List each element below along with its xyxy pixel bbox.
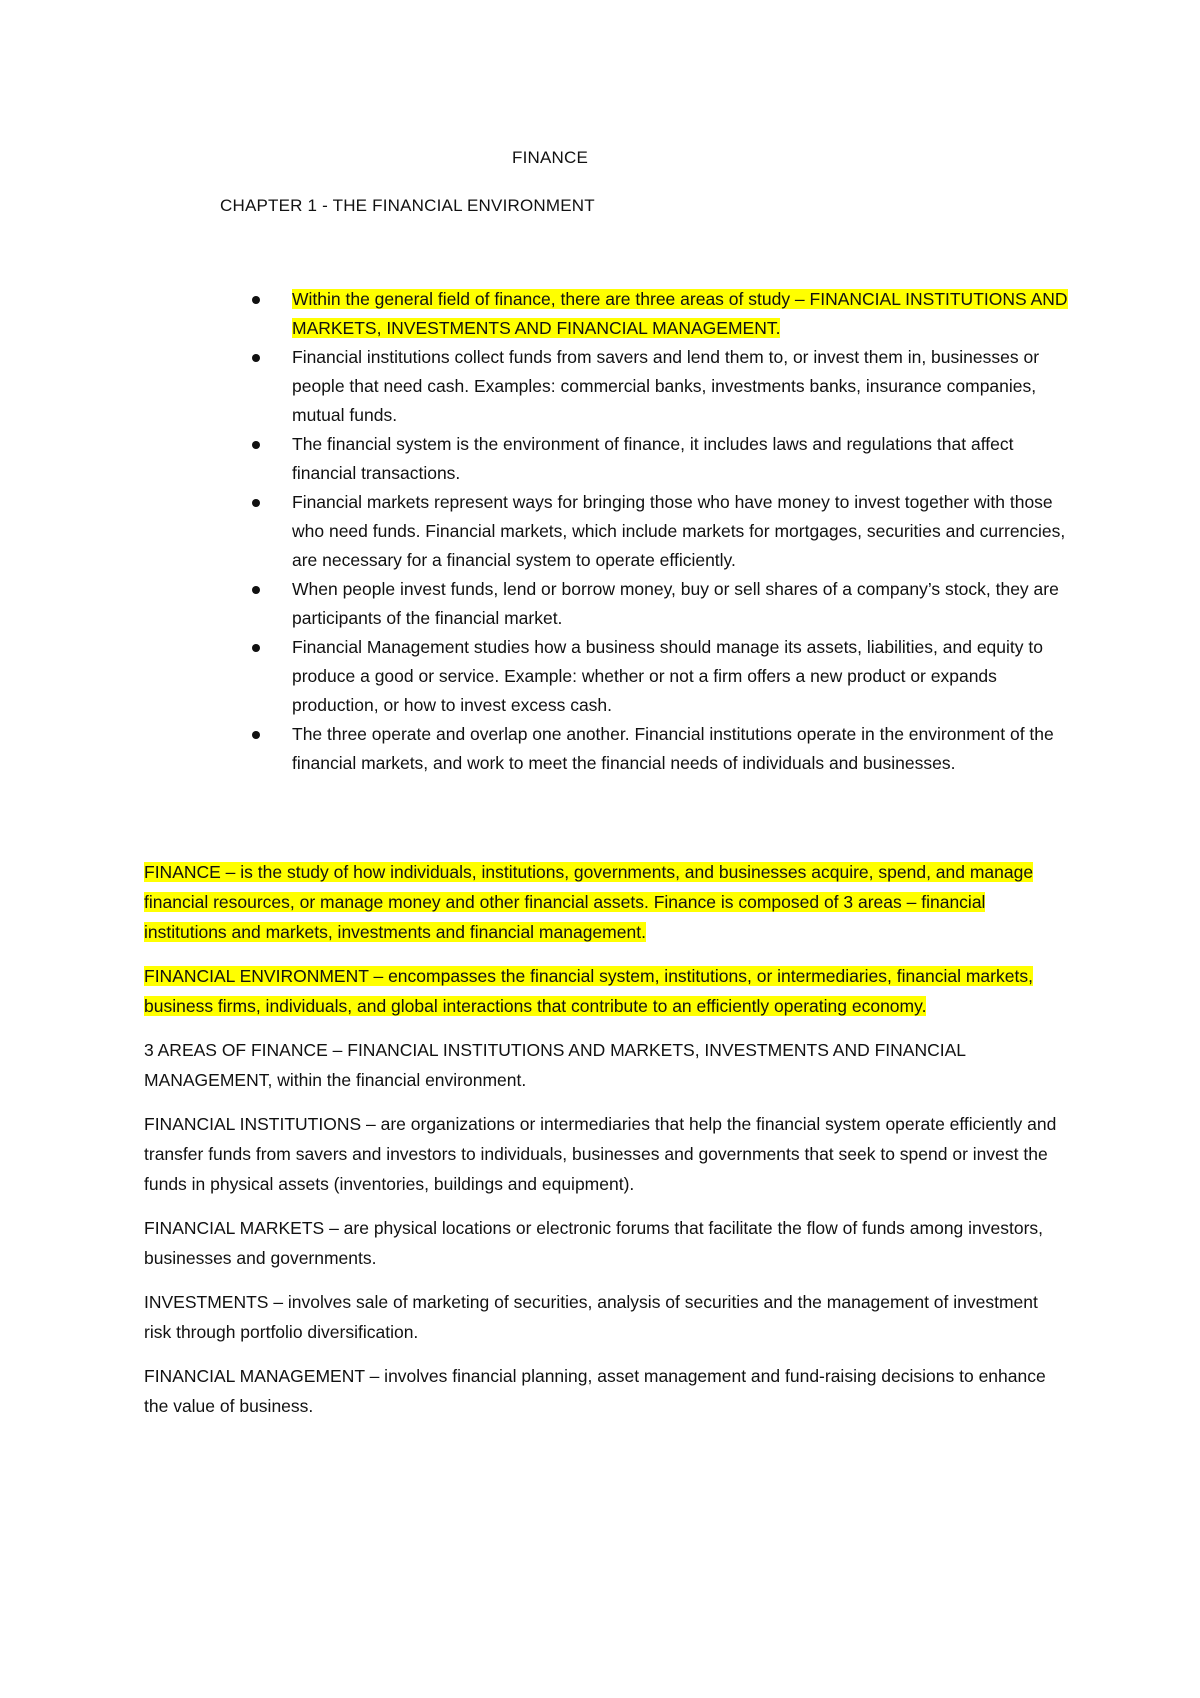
bullet-icon xyxy=(252,499,260,507)
bullet-text: Financial Management studies how a business should manage its assets, liabilities, and equity to produce a good or service. Example: whether or not a firm offers a new product or expands production, or how to invest excess cash. xyxy=(292,637,1043,715)
bullet-item xyxy=(248,285,1068,343)
paragraph-text: FINANCIAL MANAGEMENT – involves financial planning, asset management and fund-raising decisions to enhance the value of business. xyxy=(144,1366,1046,1416)
paragraph-areas-of-finance xyxy=(144,1035,1064,1095)
bullet-icon xyxy=(252,354,260,362)
bullet-text: The three operate and overlap one another. Financial institutions operate in the environment of the financial markets, and work to meet the financial needs of individuals and businesses. xyxy=(292,724,1054,773)
bullet-item xyxy=(248,488,1068,575)
bullet-icon xyxy=(252,586,260,594)
bullet-list xyxy=(248,285,1068,778)
document-title: FINANCE xyxy=(511,148,589,167)
paragraph-financial-institutions xyxy=(144,1109,1064,1199)
bullet-item xyxy=(248,720,1068,778)
chapter-heading: CHAPTER 1 - THE FINANCIAL ENVIRONMENT xyxy=(220,196,595,215)
bullet-item xyxy=(248,633,1068,720)
paragraph-investments xyxy=(144,1287,1064,1347)
bullet-text: When people invest funds, lend or borrow money, buy or sell shares of a company’s stock, they are participants of the financial market. xyxy=(292,579,1059,628)
bullet-text: Financial markets represent ways for bringing those who have money to invest together with those who need funds. Financial markets, which include markets for mortgages, securities and currencies, are necessary for a financial system to operate efficiently. xyxy=(292,492,1066,570)
bullet-icon xyxy=(252,731,260,739)
paragraph-text: 3 AREAS OF FINANCE – FINANCIAL INSTITUTIONS AND MARKETS, INVESTMENTS AND FINANCIAL MANAGEMENT, within the financial environment. xyxy=(144,1040,966,1090)
bullet-item xyxy=(248,430,1068,488)
bullet-text: The financial system is the environment of finance, it includes laws and regulations that affect financial transactions. xyxy=(292,434,1014,483)
paragraph-text: FINANCE – is the study of how individuals, institutions, governments, and businesses acquire, spend, and manage financial resources, or manage money and other financial assets. Finance is composed of 3 areas – financial institutions and markets, investments and financial management. xyxy=(144,862,1034,942)
bullet-text: Financial institutions collect funds from savers and lend them to, or invest them in, businesses or people that need cash. Examples: commercial banks, investments banks, insurance companies, mutual funds. xyxy=(292,347,1040,425)
paragraph-text: FINANCIAL INSTITUTIONS – are organizations or intermediaries that help the financial system operate efficiently and transfer funds from savers and investors to individuals, businesses and governments that seek to spend or invest the funds in physical assets (inventories, buildings and equipment). xyxy=(144,1114,1057,1194)
paragraph-text: INVESTMENTS – involves sale of marketing of securities, analysis of securities and the management of investment risk through portfolio diversification. xyxy=(144,1292,1038,1342)
bullet-text: Within the general field of finance, there are three areas of study – FINANCIAL INSTITUTIONS AND MARKETS, INVESTMENTS AND FINANCIAL MANAGEMENT. xyxy=(292,289,1068,338)
paragraph-text: FINANCIAL ENVIRONMENT – encompasses the financial system, institutions, or intermediaries, financial markets, business firms, individuals, and global interactions that contribute to an efficiently operating economy. xyxy=(144,966,1033,1016)
bullet-icon xyxy=(252,441,260,449)
paragraph-financial-management xyxy=(144,1361,1064,1421)
bullet-item xyxy=(248,343,1068,430)
paragraph-finance-definition xyxy=(144,857,1064,947)
bullet-icon xyxy=(252,296,260,304)
bullet-item xyxy=(248,575,1068,633)
bullet-icon xyxy=(252,644,260,652)
paragraph-financial-environment xyxy=(144,961,1064,1021)
paragraph-text: FINANCIAL MARKETS – are physical locations or electronic forums that facilitate the flow of funds among investors, businesses and governments. xyxy=(144,1218,1044,1268)
body-paragraphs xyxy=(144,857,1064,1435)
paragraph-financial-markets xyxy=(144,1213,1064,1273)
